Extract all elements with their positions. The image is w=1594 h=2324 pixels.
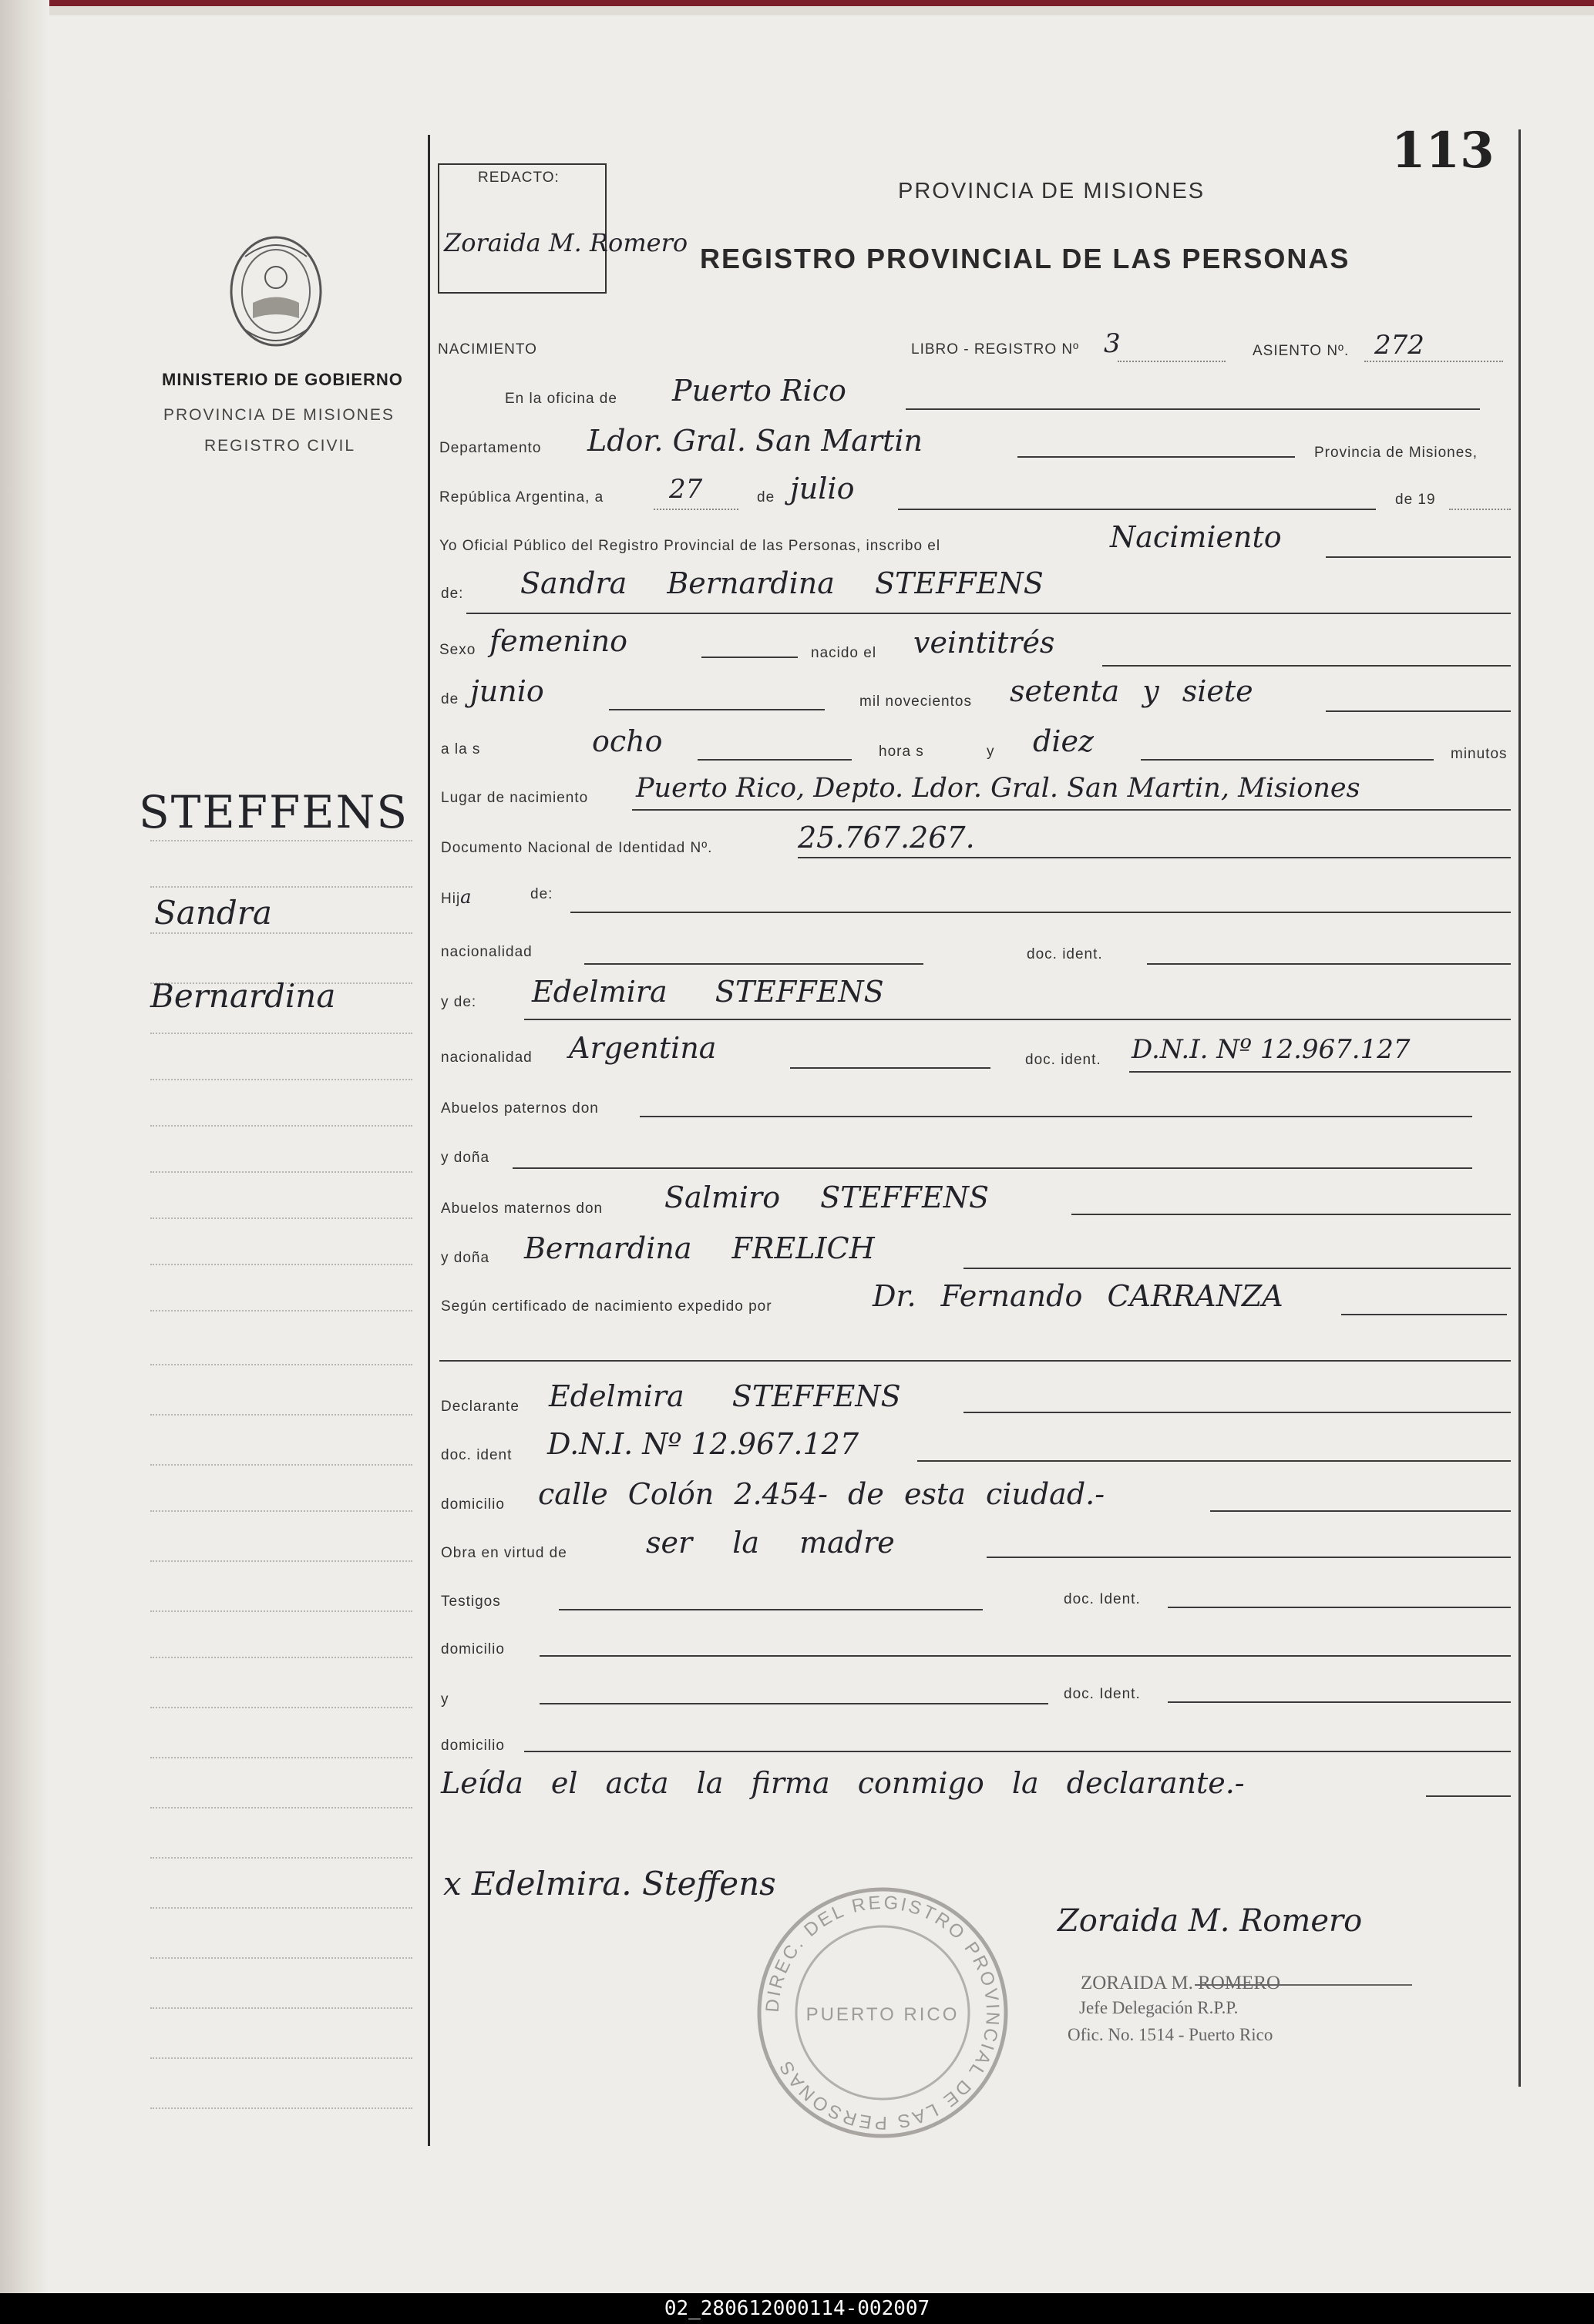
lugar-value: Puerto Rico, Depto. Ldor. Gral. San Martin, Misiones (636, 773, 1360, 804)
sexo-line (701, 657, 798, 658)
declarante-label: Declarante (441, 1399, 520, 1415)
margin-rule (150, 1171, 412, 1173)
file-id-strip: 02_280612000114-002007 (0, 2293, 1594, 2324)
horas-label: hora s (879, 744, 924, 760)
margin-surname: STEFFENS (139, 786, 409, 838)
testigos-line (559, 1609, 983, 1610)
minutos-value: diez (1033, 724, 1094, 758)
hija-prefix: Hij (441, 891, 461, 907)
margin-rule (150, 1707, 412, 1708)
sexo-label: Sexo (439, 642, 476, 658)
domicilio1-label: domicilio (441, 1496, 505, 1513)
dia-line (654, 509, 738, 510)
docident5-label: doc. Ident. (1064, 1686, 1141, 1702)
hija-line (570, 912, 1511, 913)
docident2-label: doc. ident. (1025, 1052, 1101, 1068)
margin-rule (150, 1079, 412, 1080)
ydona1-line (513, 1167, 1472, 1169)
testigos-label: Testigos (441, 1594, 501, 1610)
de19-line (1449, 509, 1511, 510)
margin-rule (150, 932, 412, 934)
margin-rule (150, 1560, 412, 1562)
oficial-value: Nacimiento (1110, 520, 1282, 554)
ab-paternos-line (640, 1116, 1472, 1117)
ydona2-label: y doña (441, 1250, 490, 1266)
ministry-province: PROVINCIA DE MISIONES (163, 406, 395, 424)
alas-label: a la s (441, 741, 481, 757)
oficina-value: Puerto Rico (672, 374, 846, 408)
margin-rule (150, 1033, 412, 1034)
provincia-label: Provincia de Misiones, (1314, 445, 1478, 461)
lugar-line (632, 809, 1511, 811)
y3-line (540, 1703, 1048, 1704)
margin-rule (150, 1807, 412, 1808)
form-right-rule (1518, 129, 1521, 2087)
madre-line (524, 1019, 1511, 1020)
ab-maternos-line (1071, 1214, 1511, 1215)
redacto-signature: Zoraida M. Romero (444, 228, 688, 257)
de-nombre-value: Sandra Bernardina STEFFENS (520, 566, 1044, 600)
mil-value: setenta y siete (1010, 674, 1253, 708)
asiento-label: ASIENTO Nº. (1253, 343, 1350, 359)
official-role: Jefe Delegación R.P.P. (1079, 1998, 1239, 2017)
redacto-box (438, 163, 688, 294)
minutos-line (1141, 759, 1434, 761)
margin-rule (150, 1217, 412, 1219)
docident2-line (1129, 1071, 1511, 1073)
domicilio2-line (540, 1655, 1511, 1657)
ydona2-line (963, 1268, 1511, 1269)
margin-rule (150, 840, 412, 841)
margin-rule (150, 1907, 412, 1909)
stamp-center-text: PUERTO RICO (805, 2004, 960, 2025)
y-label: y (987, 744, 995, 760)
docident3-value: D.N.I. Nº 12.967.127 (547, 1427, 859, 1461)
separator-line (439, 1360, 1511, 1362)
hija-label (441, 886, 472, 908)
mes-value: julio (790, 472, 855, 505)
margin-rule (150, 1364, 412, 1365)
domicilio2-label: domicilio (441, 1641, 505, 1657)
margin-rule (150, 886, 412, 888)
declarante-value: Edelmira STEFFENS (549, 1379, 901, 1413)
declarant-signature: x Edelmira. Steffens (443, 1865, 776, 1903)
libro-label: LIBRO - REGISTRO Nº (911, 341, 1080, 358)
ab-maternos-value: Salmiro STEFFENS (664, 1180, 990, 1214)
dni-label: Documento Nacional de Identidad Nº. (441, 840, 713, 856)
nacionalidad1-line (584, 963, 923, 965)
margin-name1: Sandra (154, 894, 272, 932)
oficina-line (906, 408, 1480, 410)
dni-value: 25.767.267. (798, 821, 975, 855)
certificado-line (1341, 1314, 1507, 1315)
departamento-line (1017, 456, 1295, 458)
nacionalidad1-label: nacionalidad (441, 944, 533, 960)
margin-rule (150, 2107, 412, 2109)
official-signature: Zoraida M. Romero (1058, 1903, 1363, 1939)
asiento-value: 272 (1374, 330, 1424, 361)
page-number: 113 (1391, 122, 1495, 180)
official-name: ZORAIDA M. ROMERO (1081, 1973, 1281, 1993)
ministry-registry: REGISTRO CIVIL (204, 437, 356, 455)
provincial-seal-icon (222, 230, 330, 353)
alas-value: ocho (592, 724, 663, 758)
republica-label: República Argentina, a (439, 489, 604, 505)
margin-rule (150, 2007, 412, 2009)
asiento-line (1364, 361, 1503, 362)
margin-rule (150, 1757, 412, 1758)
docident4-label: doc. Ident. (1064, 1591, 1141, 1607)
hija-suffix: a (460, 886, 472, 908)
ab-maternos-label: Abuelos maternos don (441, 1201, 604, 1217)
sexo-value: femenino (489, 624, 628, 658)
registry-heading: REGISTRO PROVINCIAL DE LAS PERSONAS (700, 243, 1350, 274)
obra-value: ser la madre (646, 1526, 895, 1560)
margin-rule (150, 1857, 412, 1859)
margin-rule (150, 1610, 412, 1612)
certificado-value: Dr. Fernando CARRANZA (873, 1279, 1283, 1313)
minutos-label: minutos (1451, 746, 1508, 762)
de-nombre-line (466, 613, 1511, 614)
nacionalidad2-value: Argentina (569, 1031, 717, 1065)
registry-stamp-icon (752, 1882, 1014, 2144)
domicilio3-line (524, 1751, 1511, 1752)
ydona2-value: Bernardina FRELICH (524, 1231, 875, 1265)
official-office: Ofic. No. 1514 - Puerto Rico (1068, 2025, 1273, 2044)
oficial-label: Yo Oficial Público del Registro Provincial de las Personas, inscribo el (439, 538, 941, 554)
de-mes-line (609, 709, 825, 710)
certificado-label: Según certificado de nacimiento expedido por (441, 1298, 772, 1315)
yde-label: y de: (441, 994, 477, 1010)
official-strike-line (1195, 1984, 1412, 1986)
margin-name2: Bernardina (150, 977, 336, 1015)
domicilio1-value: calle Colón 2.454- de esta ciudad.- (538, 1477, 1105, 1511)
declarante-line (963, 1412, 1511, 1413)
lugar-label: Lugar de nacimiento (441, 790, 589, 806)
de-mes-label: de (441, 691, 459, 707)
departamento-value: Ldor. Gral. San Martin (587, 424, 923, 458)
stamp-outer-text: DIREC. DEL REGISTRO PROVINCIAL DE LAS PERSONAS (762, 1892, 1004, 2134)
hija-de-label: de: (530, 886, 553, 902)
margin-rule (150, 2057, 412, 2059)
domicilio3-label: domicilio (441, 1738, 505, 1754)
madre-value: Edelmira STEFFENS (532, 975, 884, 1009)
mil-label: mil novecientos (859, 694, 972, 710)
province-heading: PROVINCIA DE MISIONES (898, 179, 1206, 203)
nacido-line (1102, 665, 1511, 667)
mes-line (898, 509, 1376, 510)
page-top-edge (0, 0, 1594, 15)
libro-value: 3 (1104, 328, 1121, 359)
libro-line (1118, 361, 1226, 362)
margin-rule (150, 1414, 412, 1416)
docident4-line (1168, 1607, 1511, 1608)
margin-rule (150, 1464, 412, 1466)
oficial-line (1326, 556, 1511, 558)
departamento-label: Departamento (439, 440, 542, 456)
nacido-label: nacido el (811, 645, 877, 661)
margin-rule (150, 1310, 412, 1311)
docident1-label: doc. ident. (1027, 946, 1103, 962)
nacido-value: veintitrés (913, 626, 1055, 660)
oficina-label: En la oficina de (505, 391, 617, 407)
margin-rule (150, 1125, 412, 1127)
margin-rule (150, 1657, 412, 1658)
dni-line (798, 857, 1511, 858)
obra-label: Obra en virtud de (441, 1545, 567, 1561)
domicilio1-line (1210, 1510, 1511, 1512)
form-left-rule (428, 135, 430, 2146)
margin-rule (150, 1264, 412, 1265)
docident5-line (1168, 1701, 1511, 1703)
nacionalidad2-label: nacionalidad (441, 1049, 533, 1066)
de19-label: de 19 (1395, 492, 1436, 508)
nacionalidad2-line (790, 1067, 990, 1069)
docident3-line (917, 1460, 1511, 1462)
docident1-line (1147, 963, 1511, 965)
alas-line (698, 759, 852, 761)
margin-rule (150, 1510, 412, 1512)
de-mes-value: junio (470, 674, 544, 708)
docident2-value: D.N.I. Nº 12.967.127 (1132, 1034, 1411, 1065)
nacimiento-label: NACIMIENTO (438, 341, 537, 358)
dia-value: 27 (669, 474, 703, 505)
de-label: de (757, 489, 775, 505)
de-nombre-label: de: (441, 586, 464, 602)
ministry-title: MINISTERIO DE GOBIERNO (162, 370, 403, 389)
closing-statement: Leída el acta la firma conmigo la declarante.- (441, 1766, 1245, 1800)
ab-paternos-label: Abuelos paternos don (441, 1100, 599, 1117)
ydona1-label: y doña (441, 1150, 490, 1166)
y3-label: y (441, 1691, 449, 1708)
obra-line (987, 1557, 1511, 1558)
page-binding (0, 0, 49, 2293)
closing-line (1426, 1795, 1511, 1797)
docident3-label: doc. ident (441, 1447, 513, 1463)
redacto-label: REDACTO: (478, 170, 560, 186)
margin-rule (150, 1957, 412, 1959)
mil-line (1326, 710, 1511, 712)
